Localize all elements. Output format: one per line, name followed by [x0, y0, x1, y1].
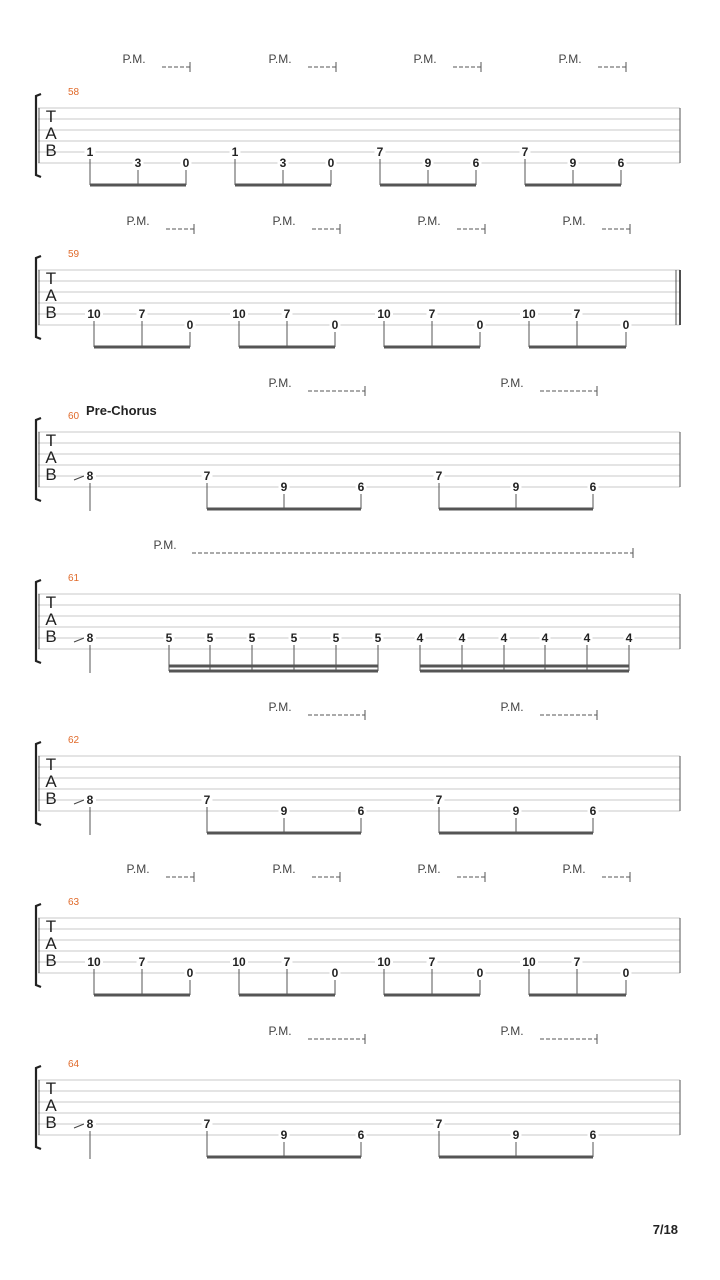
- measure-number: 64: [68, 1059, 80, 1070]
- measure-number: 59: [68, 249, 80, 260]
- fret-number: 0: [331, 318, 339, 332]
- fret-number: 1: [86, 145, 94, 159]
- palm-mute-label: P.M.: [268, 52, 292, 66]
- tab-clef-letter: T: [45, 107, 57, 126]
- palm-mute-label: P.M.: [153, 538, 177, 552]
- slide-in-mark: [74, 1124, 84, 1128]
- fret-number: 7: [203, 1117, 211, 1131]
- palm-mute-label: P.M.: [122, 52, 146, 66]
- fret-number: 9: [280, 1128, 288, 1142]
- fret-number: 6: [589, 1128, 597, 1142]
- fret-number: 6: [617, 156, 625, 170]
- tab-system: [36, 214, 680, 347]
- tab-clef-letter: T: [45, 431, 57, 450]
- fret-number: 7: [203, 469, 211, 483]
- fret-number: 3: [279, 156, 287, 170]
- fret-number: 0: [186, 318, 194, 332]
- tab-system: [36, 1024, 680, 1159]
- measure-number: 61: [68, 573, 80, 584]
- beam-group: [520, 955, 632, 995]
- tab-clef-letter: B: [45, 789, 57, 808]
- palm-mute-label: P.M.: [268, 1024, 292, 1038]
- fret-number: 3: [134, 156, 142, 170]
- fret-number: 4: [541, 631, 549, 645]
- fret-number: 6: [589, 480, 597, 494]
- fret-number: 5: [332, 631, 340, 645]
- palm-mute-label: P.M.: [558, 52, 582, 66]
- fret-number: 10: [377, 307, 391, 321]
- tab-clef-letter: T: [45, 269, 57, 288]
- tab-clef-letter: T: [45, 593, 57, 612]
- fret-number: 10: [522, 955, 536, 969]
- fret-number: 7: [138, 955, 146, 969]
- fret-number: 9: [280, 804, 288, 818]
- fret-number: 7: [521, 145, 529, 159]
- tab-clef-letter: T: [45, 917, 57, 936]
- beam-group: [434, 469, 599, 509]
- palm-mute-label: P.M.: [562, 862, 586, 876]
- slide-in-mark: [74, 638, 84, 642]
- beam-group: [85, 307, 196, 347]
- tab-clef-letter: B: [45, 1113, 57, 1132]
- fret-number: 7: [283, 955, 291, 969]
- tab-clef-letter: A: [45, 286, 57, 305]
- fret-number: 0: [476, 966, 484, 980]
- palm-mute-label: P.M.: [268, 700, 292, 714]
- fret-number: 5: [248, 631, 256, 645]
- palm-mute-label: P.M.: [272, 214, 296, 228]
- beam-group: [202, 469, 367, 509]
- fret-number: 10: [87, 307, 101, 321]
- fret-number: 9: [512, 480, 520, 494]
- fret-number: 8: [86, 631, 94, 645]
- fret-number: 10: [232, 955, 246, 969]
- fret-number: 4: [500, 631, 508, 645]
- fret-number: 0: [186, 966, 194, 980]
- measure-number: 63: [68, 897, 80, 908]
- fret-number: 10: [232, 307, 246, 321]
- fret-number: 10: [377, 955, 391, 969]
- palm-mute-label: P.M.: [126, 862, 150, 876]
- fret-number: 7: [435, 793, 443, 807]
- beam-group: [202, 793, 367, 833]
- beam-group: [375, 307, 486, 347]
- slide-in-mark: [74, 800, 84, 804]
- palm-mute-label: P.M.: [417, 214, 441, 228]
- tab-clef-letter: A: [45, 1096, 57, 1115]
- tab-clef-letter: T: [45, 1079, 57, 1098]
- palm-mute-label: P.M.: [413, 52, 437, 66]
- fret-number: 0: [327, 156, 335, 170]
- fret-number: 7: [203, 793, 211, 807]
- fret-number: 8: [86, 1117, 94, 1131]
- beam-group: [202, 1117, 367, 1157]
- palm-mute-label: P.M.: [562, 214, 586, 228]
- measure-number: 60: [68, 411, 80, 422]
- fret-number: 0: [622, 318, 630, 332]
- fret-number: 7: [435, 1117, 443, 1131]
- section-label: Pre-Chorus: [86, 403, 157, 418]
- fret-number: 10: [522, 307, 536, 321]
- beam-group: [434, 1117, 599, 1157]
- fret-number: 7: [428, 307, 436, 321]
- fret-number: 7: [428, 955, 436, 969]
- palm-mute-label: P.M.: [500, 700, 524, 714]
- tab-system: [36, 52, 680, 185]
- beam-group: [434, 793, 599, 833]
- beam-group: [230, 145, 337, 185]
- tab-clef-letter: T: [45, 755, 57, 774]
- beam-group: [85, 145, 192, 185]
- tab-clef-letter: A: [45, 934, 57, 953]
- fret-number: 9: [512, 804, 520, 818]
- palm-mute-label: P.M.: [272, 862, 296, 876]
- beam-group: [375, 145, 482, 185]
- fret-number: 7: [283, 307, 291, 321]
- fret-number: 7: [573, 307, 581, 321]
- fret-number: 0: [182, 156, 190, 170]
- fret-number: 9: [280, 480, 288, 494]
- fret-number: 6: [472, 156, 480, 170]
- fret-number: 10: [87, 955, 101, 969]
- measure-number: 58: [68, 87, 80, 98]
- fret-number: 6: [589, 804, 597, 818]
- tab-clef-letter: A: [45, 610, 57, 629]
- fret-number: 4: [583, 631, 591, 645]
- palm-mute-label: P.M.: [126, 214, 150, 228]
- fret-number: 7: [573, 955, 581, 969]
- tab-system: [36, 538, 680, 673]
- tab-clef-letter: B: [45, 951, 57, 970]
- palm-mute-label: P.M.: [417, 862, 441, 876]
- fret-number: 6: [357, 804, 365, 818]
- fret-number: 4: [625, 631, 633, 645]
- fret-number: 0: [622, 966, 630, 980]
- fret-number: 7: [138, 307, 146, 321]
- beam-group: [520, 307, 632, 347]
- tab-clef-letter: B: [45, 627, 57, 646]
- fret-number: 7: [435, 469, 443, 483]
- tab-clef-letter: A: [45, 448, 57, 467]
- systems-layer: [36, 52, 680, 1159]
- fret-number: 5: [290, 631, 298, 645]
- fret-number: 9: [569, 156, 577, 170]
- fret-number: 5: [374, 631, 382, 645]
- fret-number: 7: [376, 145, 384, 159]
- tab-system: [36, 376, 680, 511]
- fret-number: 9: [424, 156, 432, 170]
- tab-clef-letter: A: [45, 124, 57, 143]
- fret-number: 9: [512, 1128, 520, 1142]
- palm-mute-label: P.M.: [500, 376, 524, 390]
- measure-number: 62: [68, 735, 80, 746]
- tab-clef-letter: B: [45, 303, 57, 322]
- tab-clef-letter: A: [45, 772, 57, 791]
- page-number: 7/18: [652, 1222, 678, 1237]
- beam-group: [415, 631, 635, 671]
- slide-in-mark: [74, 476, 84, 480]
- fret-number: 5: [165, 631, 173, 645]
- tab-clef-letter: B: [45, 465, 57, 484]
- beam-group: [520, 145, 627, 185]
- fret-number: 0: [476, 318, 484, 332]
- fret-number: 6: [357, 480, 365, 494]
- palm-mute-label: P.M.: [500, 1024, 524, 1038]
- fret-number: 0: [331, 966, 339, 980]
- fret-number: 1: [231, 145, 239, 159]
- beam-group: [85, 955, 196, 995]
- beam-group: [230, 307, 341, 347]
- fret-number: 4: [416, 631, 424, 645]
- fret-number: 8: [86, 793, 94, 807]
- fret-number: 5: [206, 631, 214, 645]
- fret-number: 6: [357, 1128, 365, 1142]
- tab-clef-letter: B: [45, 141, 57, 160]
- palm-mute-label: P.M.: [268, 376, 292, 390]
- beam-group: [164, 631, 384, 671]
- fret-number: 8: [86, 469, 94, 483]
- beam-group: [375, 955, 486, 995]
- fret-number: 4: [458, 631, 466, 645]
- beam-group: [230, 955, 341, 995]
- tab-system: [36, 862, 680, 995]
- tab-system: [36, 700, 680, 835]
